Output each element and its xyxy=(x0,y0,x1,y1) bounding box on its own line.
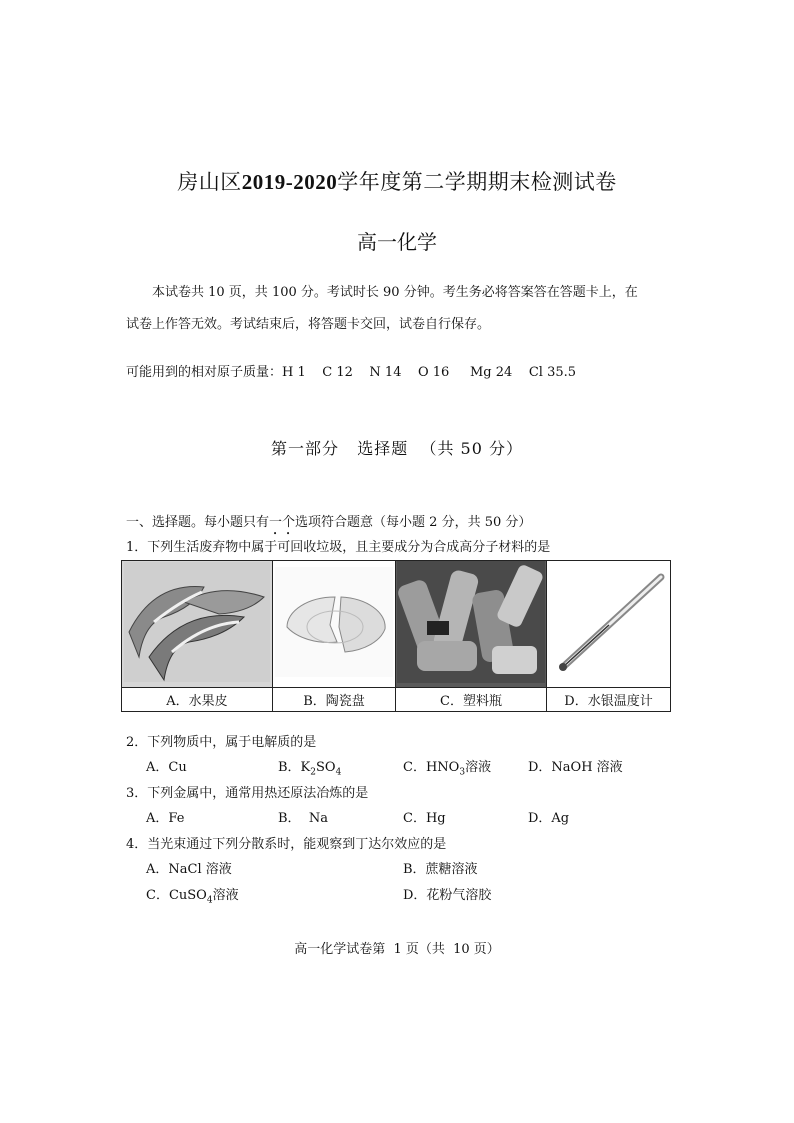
question-3-stem: 3．下列金属中，通常用热还原法冶炼的是 xyxy=(126,786,369,801)
question-4-option-c: C．CuSO$_4$溶液 xyxy=(146,888,239,906)
question-2-option-b: B．$K_2SO_4$ xyxy=(278,760,342,778)
fruit-peel-image xyxy=(122,561,273,688)
broken-plate-icon xyxy=(275,567,393,677)
question-4-option-a: A．NaCl 溶液 xyxy=(146,862,232,877)
question-2-option-a: A．Cu xyxy=(146,760,187,775)
mercury-thermometer-image xyxy=(547,561,671,688)
exam-title xyxy=(0,166,794,196)
question-1-option-b: B．陶瓷盘 xyxy=(273,688,396,712)
question-2-option-d: D．NaOH 溶液 xyxy=(528,760,623,775)
question-4-option-d: D．花粉气溶胶 xyxy=(403,888,492,903)
ceramic-plate-image xyxy=(273,561,396,688)
title-year: 2019-2020 xyxy=(241,170,338,194)
question-1-image-table xyxy=(121,560,671,712)
atomic-masses: 可能用到的相对原子质量：H 1 C 12 N 14 O 16 Mg 24 Cl 35.5 xyxy=(126,365,577,380)
section-heading: 第一部分 选择题 （共 50 分） xyxy=(271,439,523,458)
question-3-option-a: A．Fe xyxy=(146,811,185,826)
watermelon-rind-icon xyxy=(124,562,270,682)
question-3-option-c: C．Hg xyxy=(403,811,446,826)
question-4-option-b: B．蔗糖溶液 xyxy=(403,862,478,877)
question-1-option-a: A．水果皮 xyxy=(122,688,273,712)
question-2-stem: 2．下列物质中，属于电解质的是 xyxy=(126,735,317,750)
thermometer-icon xyxy=(549,567,669,677)
section-intro: 一、选择题。每小题只有一个选项符合题意（每小题 2 分，共 50 分） xyxy=(126,515,532,530)
page-footer: 高一化学试卷第 1 页（共 10 页） xyxy=(294,942,500,957)
question-1-option-d: D．水银温度计 xyxy=(547,688,671,712)
question-1-option-c: C．塑料瓶 xyxy=(396,688,547,712)
instructions-line-1: 本试卷共 10 页，共 100 分。考试时长 90 分钟。考生务必将答案答在答题卡上，在 xyxy=(152,285,638,300)
exam-subject: 高一化学 xyxy=(357,230,437,254)
question-3-option-d: D．Ag xyxy=(528,811,570,826)
plastic-bottle-pile-icon xyxy=(397,561,545,683)
instructions-line-2: 试卷上作答无效。考试结束后，将答题卡交回，试卷自行保存。 xyxy=(126,317,491,332)
question-3-option-b: B． Na xyxy=(278,811,328,826)
question-4-stem: 4．当光束通过下列分散系时，能观察到丁达尔效应的是 xyxy=(126,837,447,852)
title-suffix: 学年度第二学期期末检测试卷 xyxy=(337,170,617,194)
plastic-bottles-image xyxy=(396,561,547,688)
title-district: 房山区 xyxy=(177,170,242,194)
emphasis-one: 一个 xyxy=(269,515,296,530)
question-2-option-c: C．$HNO_3$溶液 xyxy=(403,760,492,778)
question-1-stem: 1．下列生活废弃物中属于可回收垃圾，且主要成分为合成高分子材料的是 xyxy=(126,540,551,555)
